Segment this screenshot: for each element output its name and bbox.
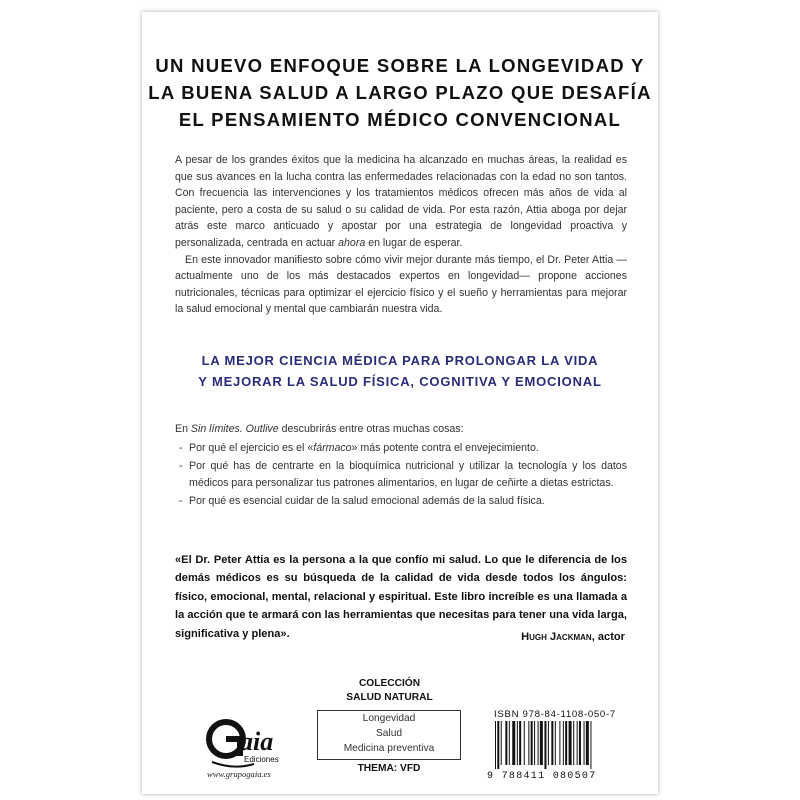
intro-p1-text-end: en lugar de esperar.	[365, 236, 463, 249]
barcode-bar	[565, 721, 567, 765]
barcode-bar	[505, 721, 507, 765]
list-item-text-end: » más potente contra el envejecimiento.	[351, 442, 539, 454]
barcode-bar	[559, 721, 560, 765]
barcode-bar	[519, 721, 521, 765]
headline-line-1: UN NUEVO ENFOQUE SOBRE LA LONGEVIDAD Y	[155, 55, 645, 76]
testimonial-quote: «El Dr. Peter Attia es la persona a la que confío mi salud. Lo que le diferencia de los demás médicos es su búsqueda de la calidad de vida desde todos los ángulos: físico, emocional, mental, relacional y espiritual. Este libro increíble es una llamada a la acción que te armará con las herramientas que necesitas para tener una vida larga, significativa y plena».	[175, 554, 627, 640]
barcode-bar	[544, 721, 546, 769]
intro-paragraph-1	[175, 152, 627, 252]
list-item-text: Por qué el ejercicio es el «	[189, 442, 314, 454]
svg-text:Ediciones: Ediciones	[244, 755, 279, 764]
headline-line-3: EL PENSAMIENTO MÉDICO CONVENCIONAL	[178, 109, 622, 130]
back-cover	[142, 12, 658, 794]
book-title: Sin límites. Outlive	[190, 423, 279, 435]
subheading	[142, 350, 658, 392]
quote-author-role: , actor	[591, 631, 625, 643]
topics-box	[317, 710, 461, 760]
dash-bullet: -	[179, 494, 183, 507]
barcode-bar	[563, 721, 564, 765]
list-item	[175, 458, 627, 491]
list-intro-prefix: En	[175, 423, 191, 435]
barcode-bar	[517, 721, 518, 765]
intro-text	[175, 152, 627, 318]
barcode-bar	[586, 721, 589, 765]
barcode-bar	[569, 721, 572, 765]
subheading-line-1: LA MEJOR CIENCIA MÉDICA PARA PROLONGAR LA VIDA	[201, 353, 599, 368]
dash-bullet: -	[179, 442, 183, 454]
publisher-url: www.grupogaia.es	[207, 769, 271, 779]
barcode-bar	[551, 721, 553, 765]
barcode-bar	[577, 721, 578, 765]
headline	[142, 52, 658, 133]
barcode-bar	[512, 721, 515, 765]
barcode-bar	[548, 721, 549, 765]
barcode	[494, 721, 628, 769]
collection-label	[292, 677, 487, 704]
subheading-line-2: Y MEJORAR LA SALUD FÍSICA, COGNITIVA Y EMOCIONAL	[198, 374, 602, 389]
list-intro	[175, 421, 627, 438]
dash-bullet: -	[179, 460, 183, 473]
barcode-bar	[538, 721, 539, 765]
barcode-bar	[531, 721, 533, 765]
gaia-logo	[204, 712, 304, 774]
quote-attribution	[521, 631, 625, 643]
barcode-bar	[509, 721, 510, 765]
barcode-bar	[534, 721, 535, 765]
list-intro-suffix: descubrirás entre otras muchas cosas:	[278, 423, 464, 435]
collection-line-1: COLECCIÓN	[358, 678, 421, 689]
headline-line-2: LA BUENA SALUD A LARGO PLAZO QUE DESAFÍA	[148, 82, 652, 103]
barcode-bar	[495, 721, 496, 769]
barcode-bar	[579, 721, 581, 765]
barcode-digits: 9 788411 080507	[487, 771, 597, 782]
intro-p1-text: A pesar de los grandes éxitos que la medicina ha alcanzado en muchas áreas, la realidad es que sus avances en la lucha contra las enfermedades relacionadas con la edad no son tantos. Con frecuencia las intervenciones y los tratamientos médicos ofrecen más años de vida al paciente, pero a costa de su salud o su calidad de vida. Por esta razón, Attia aboga por dejar atrás este marco anticuado y apostar por una estrategia de longevidad proactiva y personalizada, centrada en actuar	[175, 154, 627, 249]
barcode-bar	[528, 721, 529, 765]
barcode-bar	[555, 721, 556, 765]
list-item	[175, 493, 627, 510]
collection-line-2: SALUD NATURAL	[346, 691, 433, 703]
topic-item: Medicina preventiva	[343, 742, 435, 754]
list-item-emphasis: fármaco	[313, 442, 352, 454]
barcode-bar	[497, 721, 499, 769]
intro-paragraph-2: En este innovador manifiesto sobre cómo vivir mejor durante más tiempo, el Dr. Peter Attia —actualmente uno de los más destacados expertos en longevidad— propone acciones nutricionales, técnicas para optimizar el ejercicio físico y el sueño y herramientas para mejorar la salud emocional y mental que cambiarán nuestra vida.	[175, 253, 627, 316]
isbn-label: ISBN 978-84-1108-050-7	[494, 709, 616, 720]
topic-item: Salud	[375, 727, 403, 739]
thema-code: THEMA: VFD	[357, 763, 421, 774]
list-item-text: Por qué has de centrarte en la bioquímica nutricional y utilizar la tecnología y los datos médicos para personalizar tus patrones alimentarios, en lugar de ceñirte a dietas estrictas.	[189, 460, 627, 489]
list-item-text: Por qué es esencial cuidar de la salud emocional además de la salud física.	[189, 494, 545, 507]
barcode-bar	[573, 721, 574, 765]
barcode-bar	[584, 721, 585, 765]
svg-text:aia: aia	[240, 727, 274, 756]
quote-author: Hugh Jackman	[521, 631, 592, 643]
list-item	[175, 440, 627, 457]
intro-p1-emphasis: ahora	[338, 236, 366, 249]
barcode-bar	[501, 721, 502, 765]
benefits-list	[175, 440, 627, 511]
topic-item: Longevidad	[362, 713, 416, 724]
barcode-bar	[590, 721, 591, 769]
barcode-bar	[524, 721, 525, 765]
barcode-bar	[540, 721, 543, 765]
